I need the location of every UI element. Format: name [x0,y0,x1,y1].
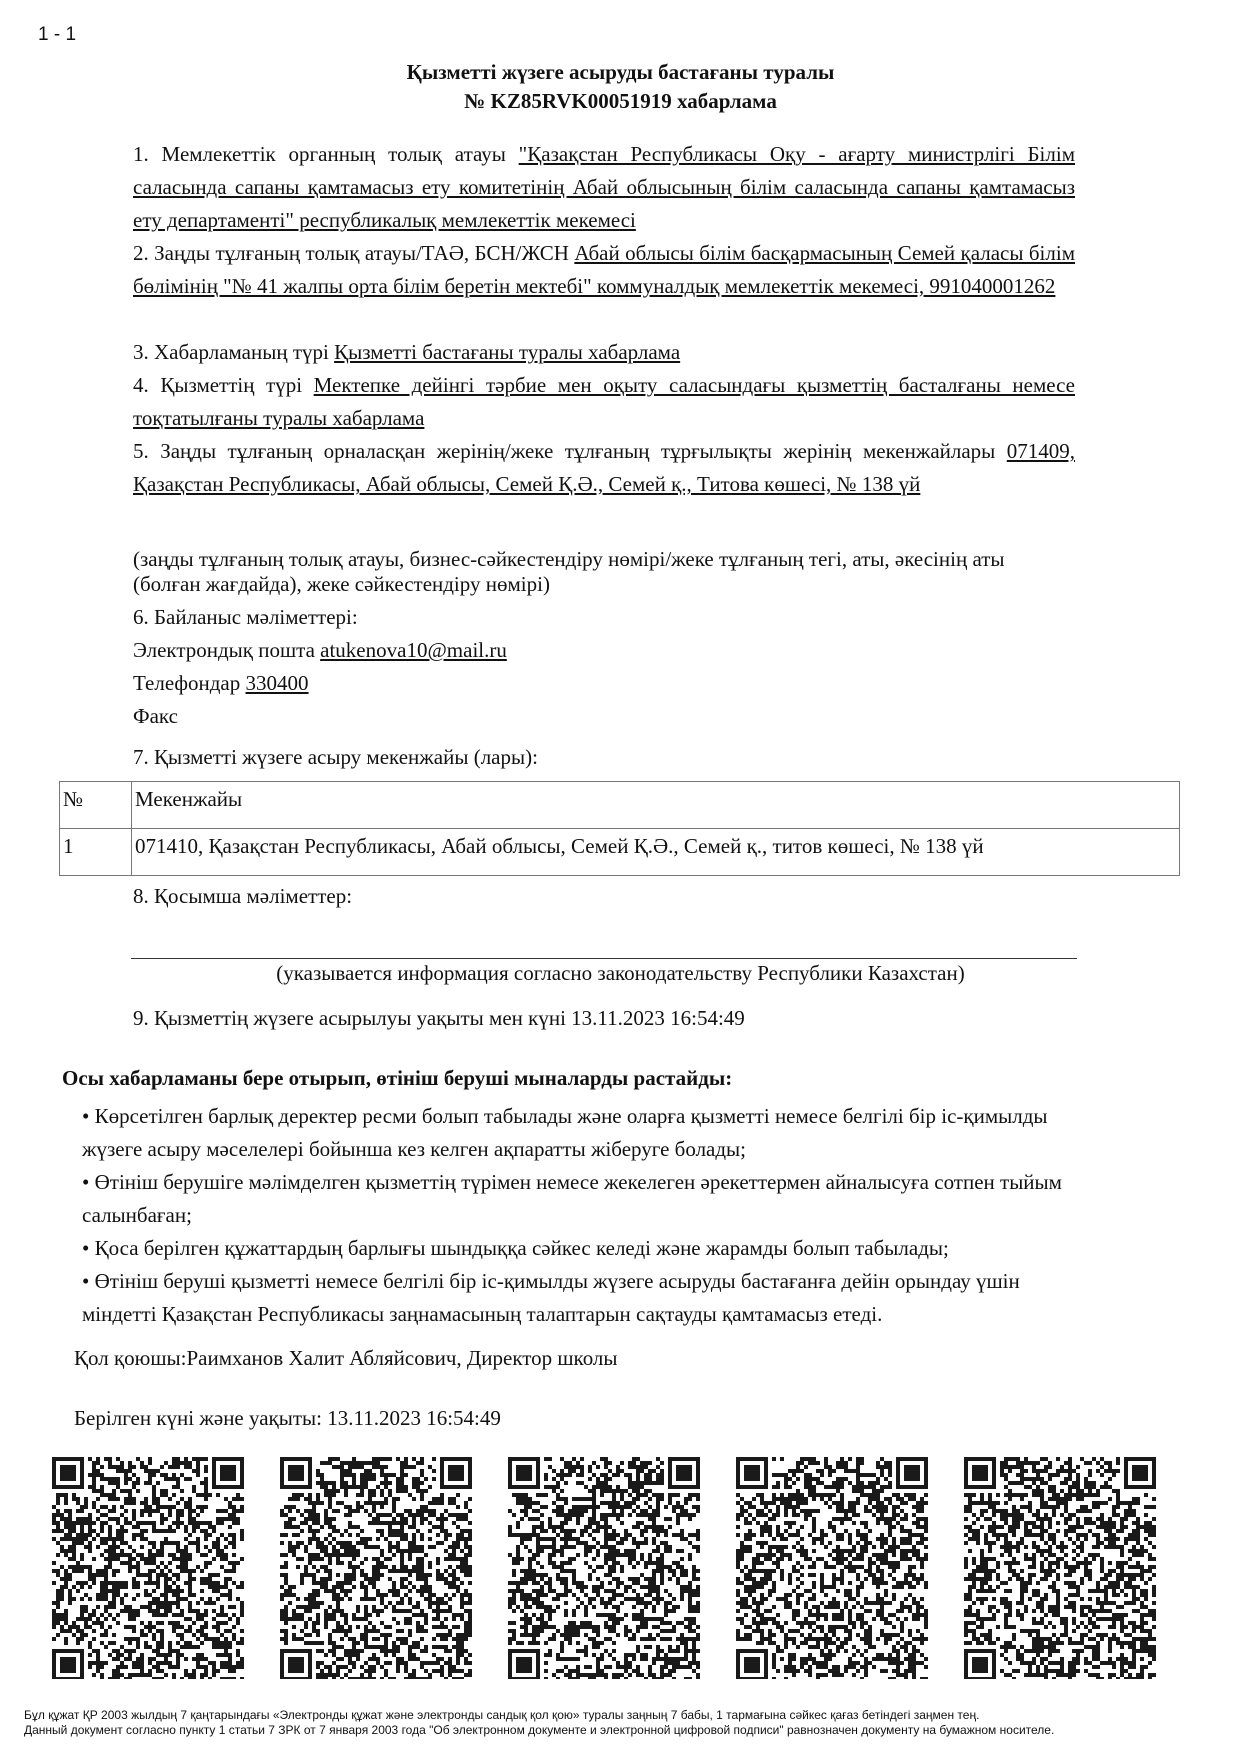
legal-footer [24,1708,1054,1738]
qr-code-icon [964,1457,1156,1679]
qr-code-icon [52,1457,244,1679]
confirmation-list [82,1100,1082,1331]
email-value[interactable]: atukenova10@mail.ru [320,638,507,662]
table-cell-address: 071410, Қазақстан Республикасы, Абай облысы, Семей Қ.Ә., Семей қ., титов көшесі, № 138 үй [132,829,1180,876]
table-header-number: № [60,782,132,829]
section-7-label: 7. Қызметті жүзеге асыру мекенжайы (лары): [133,745,538,769]
section-3-notification-type [133,336,1075,369]
section-1-state-agency [133,138,1075,237]
section-2-legal-entity [133,237,1075,303]
confirmation-item: • Көрсетілген барлық деректер ресми болып табылады және оларға қызметті немесе белгілі бір іс-қимылды жүзеге асыру мәселелері бойынша кез келген ақпаратты жіберуге болады; [82,1104,1048,1161]
section-8-caption: (указывается информация согласно законодательству Республики Казахстан) [276,961,965,985]
page-number: 1 - 1 [38,24,77,45]
footer-line-ru: Данный документ согласно пункту 1 статьи 7 ЗРК от 7 января 2003 года "Об электронном документе и электронной цифровой подписи" равнозначен документу на бумажном носителе. [24,1723,1055,1737]
document-title [0,58,1241,116]
footer-line-kz: Бұл құжат ҚР 2003 жылдың 7 қаңтарындағы «Электронды құжат және электронды сандық қол қою» туралы заңның 7 бабы, 1 тармағына сәйкес қағаз бетіндегі заңмен тең. [24,1708,980,1722]
phone-value: 330400 [245,671,309,695]
address-table [59,781,1180,876]
phone-label: Телефондар [133,671,246,695]
section-3-label: 3. Хабарламаның түрі [133,340,335,364]
section-4-activity-type [133,369,1075,435]
qr-code-icon [508,1457,700,1679]
section-4-value: Мектепке дейінгі тәрбие мен оқыту саласындағы қызметтің басталғаны немесе тоқтатылғаны туралы хабарлама [133,373,1075,430]
section-8-label: 8. Қосымша мәліметтер: [133,884,353,908]
qr-code-icon [280,1457,472,1679]
section-1-label: 1. Мемлекеттік органның толық атауы [133,142,519,166]
title-line-2: № KZ85RVK00051919 хабарлама [464,89,777,113]
table-cell-number: 1 [60,829,132,876]
confirmation-item: • Өтініш берушіге мәлімделген қызметтің түрімен немесе жекелеген әрекеттермен айналысуға сотпен тыйым салынбаған; [82,1170,1062,1227]
table-row [60,829,1180,876]
section-2-value: Абай облысы білім басқармасының Семей қаласы білім бөлімінің "№ 41 жалпы орта білім беретін мектебі" коммуналдық мемлекеттік мекемесі, 991040001262 [133,241,1075,298]
section-6-contacts-label: 6. Байланыс мәліметтері: [133,605,358,629]
confirmation-item: • Қоса берілген құжаттардың барлығы шындыққа сәйкес келеді және жарамды болып табылады; [82,1236,949,1260]
section-5-label: 5. Заңды тұлғаның орналасқан жерінің/жеке тұлғаның тұрғылықты жерінің мекенжайлары [133,439,1007,463]
title-line-1: Қызметті жүзеге асыруды бастағаны туралы [406,60,835,84]
issued-datetime: Берілген күні және уақыты: 13.11.2023 16:54:49 [74,1406,501,1430]
section-4-label: 4. Қызметтің түрі [133,373,314,397]
email-label: Электрондық пошта [133,638,321,662]
section-5-value: 071409, Қазақстан Республикасы, Абай облысы, Семей Қ.Ә., Семей қ., Титова көшесі, № 138 үй [133,439,1075,496]
section-9-datetime: 9. Қызметтің жүзеге асырылуы уақыты мен күні 13.11.2023 16:54:49 [133,1006,745,1030]
table-header-address: Мекенжайы [132,782,1180,829]
phone-row [133,667,309,700]
section-2-label: 2. Заңды тұлғаның толық атауы/ТАӘ, БСН/ЖСН [133,241,575,265]
qr-code-icon [736,1457,928,1679]
section-3-value: Қызметті бастағаны туралы хабарлама [334,340,681,364]
section-5-address [133,435,1075,501]
fax-label: Факс [133,704,178,728]
confirmation-title: Осы хабарламаны бере отырып, өтініш беруші мыналарды растайды: [62,1066,733,1090]
table-header-row [60,782,1180,829]
email-row [133,634,507,667]
section-1-value: "Қазақстан Республикасы Оқу - ағарту министрлігі Білім саласында сапаны қамтамасыз ету комитетінің Абай облысының білім саласында сапаны қамтамасыз ету департаменті" республикалық мемлекеттік мекемесі [133,142,1075,232]
signatory: Қол қоюшы:Раимханов Халит Абляйсович, Директор школы [74,1346,618,1370]
confirmation-item: • Өтініш беруші қызметті немесе белгілі бір іс-қимылды жүзеге асыруды бастағанға дейін орындау үшін міндетті Қазақстан Республикасы заңнамасының талаптарын сақтауды қамтамасыз етеді. [82,1269,1020,1326]
section-5-note: (заңды тұлғаның толық атауы, бизнес-сәйкестендіру нөмірі/жеке тұлғаның тегі, аты, әкесінің аты (болған жағдайда), жеке сәйкестендіру нөмірі) [133,547,1005,596]
